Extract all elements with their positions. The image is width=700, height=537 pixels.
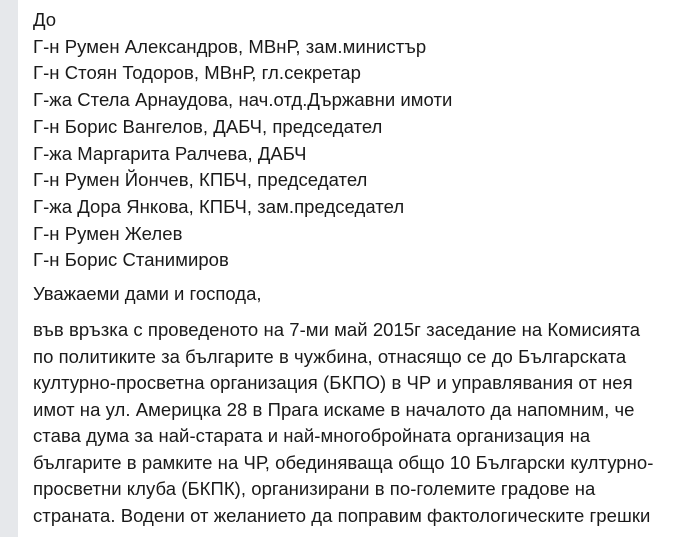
page-left-gutter: [0, 0, 19, 537]
recipient-item: Г-жа Маргарита Ралчева, ДАБЧ: [33, 142, 307, 164]
addressee-prefix: До: [33, 9, 57, 30]
letter-content: [33, 7, 693, 529]
body-line: страната. Водени от желанието да поправим фактологическите грешки: [33, 504, 651, 526]
recipient-item: Г-н Борис Станимиров: [33, 249, 229, 271]
recipient-item: Г-н Румен Александров, МВнР, зам.министър: [33, 35, 427, 57]
body-line: става дума за най-старата и най-многобройната организация на: [33, 425, 591, 447]
recipient-item: Г-н Стоян Тодоров, МВнР, гл.секретар: [33, 62, 361, 84]
body-line: културно-просветна организация (БКПО) в ЧР и управлявания от нея: [33, 372, 633, 394]
body-line: имот на ул. Америцка 28 в Прага искаме в началото да напомним, че: [33, 398, 635, 420]
recipient-item: Г-н Румен Йончев, КПБЧ, председател: [33, 169, 368, 191]
letter-body-paragraph: [33, 317, 693, 529]
recipient-item: Г-жа Дора Янкова, КПБЧ, зам.председател: [33, 195, 405, 217]
recipient-item: Г-жа Стела Арнаудова, нач.отд.Държавни имоти: [33, 89, 453, 111]
recipient-item: Г-н Борис Вангелов, ДАБЧ, председател: [33, 115, 383, 137]
recipient-list: [33, 34, 693, 274]
body-line: просветни клуба (БКПК), организирани в по-големите градове на: [33, 478, 596, 500]
body-line: по политиките за българите в чужбина, отнасящо се до Българската: [33, 345, 627, 367]
recipient-item: Г-н Румен Желев: [33, 222, 183, 244]
body-line: във връзка с проведеното на 7-ми май 2015г заседание на Комисията: [33, 319, 641, 341]
letter-greeting: Уважаеми дами и господа,: [33, 283, 262, 305]
post-container: [18, 0, 700, 537]
body-line: българите в рамките на ЧР, обединяваща общо 10 Български културно-: [33, 451, 654, 473]
